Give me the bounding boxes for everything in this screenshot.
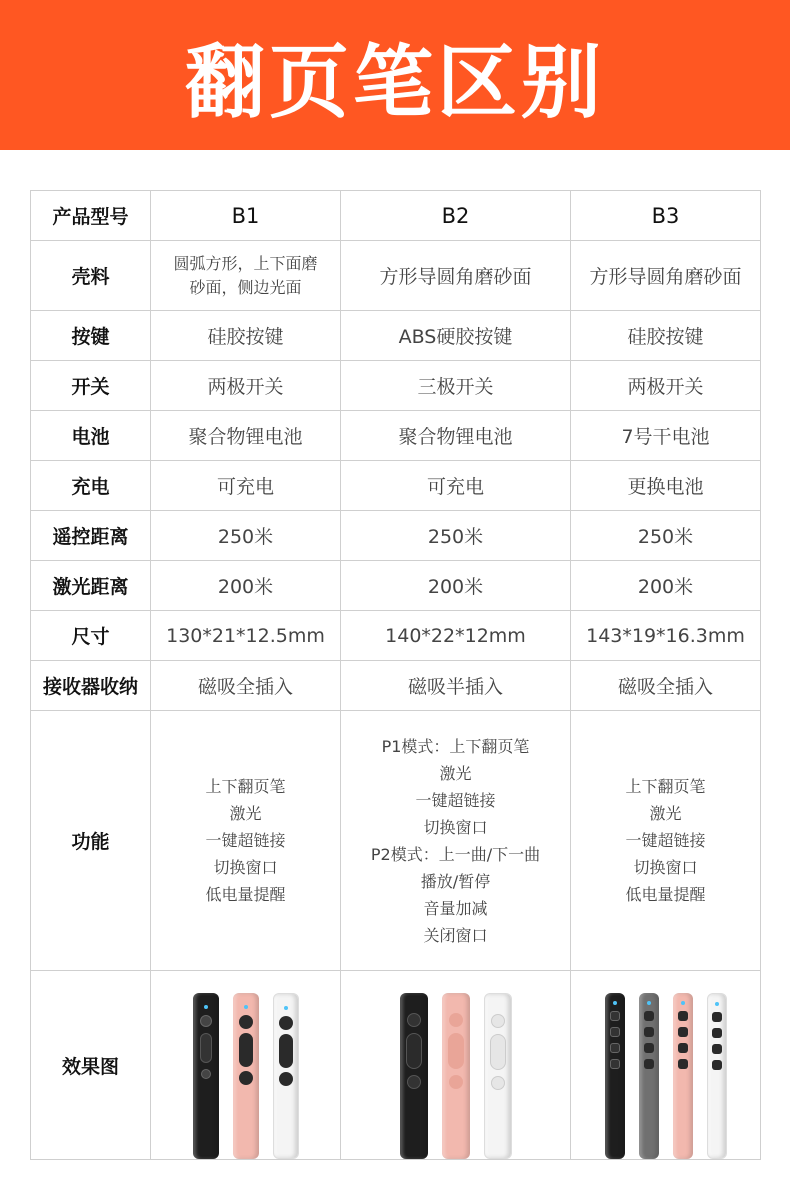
function-b1 — [151, 711, 341, 971]
pen-group-b2 — [345, 971, 566, 1159]
cell-b3: 143*19*16.3mm — [571, 611, 761, 661]
pen-white-image — [707, 993, 727, 1159]
pen-white-image — [484, 993, 512, 1159]
cell-b2: 三极开关 — [341, 361, 571, 411]
row-label: 功能 — [31, 711, 151, 971]
function-row — [31, 711, 761, 971]
cell-b3: 两极开关 — [571, 361, 761, 411]
cell-b3: 200米 — [571, 561, 761, 611]
row-label: 接收器收纳 — [31, 661, 151, 711]
effect-b1 — [151, 971, 341, 1160]
function-b2 — [341, 711, 571, 971]
function-line: 低电量提醒 — [205, 885, 286, 904]
cell-b1: 硅胶按键 — [151, 311, 341, 361]
cell-b2: 磁吸半插入 — [341, 661, 571, 711]
function-line: 上下翻页笔 — [205, 777, 286, 796]
cell-b3: 250米 — [571, 511, 761, 561]
row-label: 遥控距离 — [31, 511, 151, 561]
function-line: 一键超链接 — [415, 790, 496, 810]
row-label: 开关 — [31, 361, 151, 411]
table-row — [31, 241, 761, 311]
table-row — [31, 311, 761, 361]
function-line: 激光 — [229, 804, 262, 823]
cell-b1: 250米 — [151, 511, 341, 561]
pen-pink-image — [442, 993, 470, 1159]
table-row — [31, 361, 761, 411]
pen-black-image — [605, 993, 625, 1159]
effect-row — [31, 971, 761, 1160]
table-row — [31, 411, 761, 461]
table-row — [31, 511, 761, 561]
row-label: 充电 — [31, 461, 151, 511]
cell-b3: 方形导圆角磨砂面 — [571, 241, 761, 311]
cell-b2: ABS硬胶按键 — [341, 311, 571, 361]
function-line: 激光 — [439, 763, 472, 783]
cell-b3: 磁吸全插入 — [571, 661, 761, 711]
table-header-row — [31, 191, 761, 241]
row-label: 激光距离 — [31, 561, 151, 611]
cell-b1 — [151, 241, 341, 311]
page-title: 翻页笔区别 — [185, 35, 605, 129]
row-label: 电池 — [31, 411, 151, 461]
cell-b1: 磁吸全插入 — [151, 661, 341, 711]
function-line: 一键超链接 — [625, 831, 706, 850]
pen-black-image — [193, 993, 219, 1159]
pen-pink-image — [673, 993, 693, 1159]
row-label: 效果图 — [31, 971, 151, 1160]
cell-b2: 聚合物锂电池 — [341, 411, 571, 461]
header-label: 产品型号 — [31, 191, 151, 241]
function-line: 切换窗口 — [213, 858, 278, 877]
pen-black-image — [400, 993, 428, 1159]
cell-line: 砂面，侧边光面 — [189, 277, 302, 297]
table-row — [31, 461, 761, 511]
function-line: 切换窗口 — [423, 817, 488, 837]
cell-b1: 聚合物锂电池 — [151, 411, 341, 461]
title-banner — [0, 0, 790, 150]
pen-group-b3 — [575, 971, 756, 1159]
row-label: 尺寸 — [31, 611, 151, 661]
effect-b3 — [571, 971, 761, 1160]
table-row — [31, 561, 761, 611]
cell-line: 圆弧方形，上下面磨 — [173, 253, 318, 273]
cell-b2: 200米 — [341, 561, 571, 611]
table-row — [31, 661, 761, 711]
cell-b1: 200米 — [151, 561, 341, 611]
pen-white-image — [273, 993, 299, 1159]
function-line: P2模式：上一曲/下一曲 — [370, 844, 541, 864]
function-line: P1模式：上下翻页笔 — [381, 736, 530, 756]
pen-gray-image — [639, 993, 659, 1159]
function-line: 激光 — [649, 804, 682, 823]
cell-b1: 130*21*12.5mm — [151, 611, 341, 661]
function-b3 — [571, 711, 761, 971]
cell-b2: 方形导圆角磨砂面 — [341, 241, 571, 311]
row-label: 壳料 — [31, 241, 151, 311]
function-line: 音量加减 — [423, 898, 488, 918]
effect-b2 — [341, 971, 571, 1160]
row-label: 按键 — [31, 311, 151, 361]
function-line: 切换窗口 — [633, 858, 698, 877]
pen-group-b1 — [155, 971, 336, 1159]
comparison-table — [30, 190, 761, 1160]
function-line: 上下翻页笔 — [625, 777, 706, 796]
model-b2: B2 — [341, 191, 571, 241]
cell-b3: 硅胶按键 — [571, 311, 761, 361]
function-line: 播放/暂停 — [420, 871, 491, 891]
model-b1: B1 — [151, 191, 341, 241]
function-line: 一键超链接 — [205, 831, 286, 850]
cell-b3: 7号干电池 — [571, 411, 761, 461]
pen-pink-image — [233, 993, 259, 1159]
cell-b2: 140*22*12mm — [341, 611, 571, 661]
cell-b3: 更换电池 — [571, 461, 761, 511]
cell-b1: 两极开关 — [151, 361, 341, 411]
cell-b1: 可充电 — [151, 461, 341, 511]
cell-b2: 可充电 — [341, 461, 571, 511]
function-line: 关闭窗口 — [423, 925, 488, 945]
cell-b2: 250米 — [341, 511, 571, 561]
table-row — [31, 611, 761, 661]
function-line: 低电量提醒 — [625, 885, 706, 904]
model-b3: B3 — [571, 191, 761, 241]
